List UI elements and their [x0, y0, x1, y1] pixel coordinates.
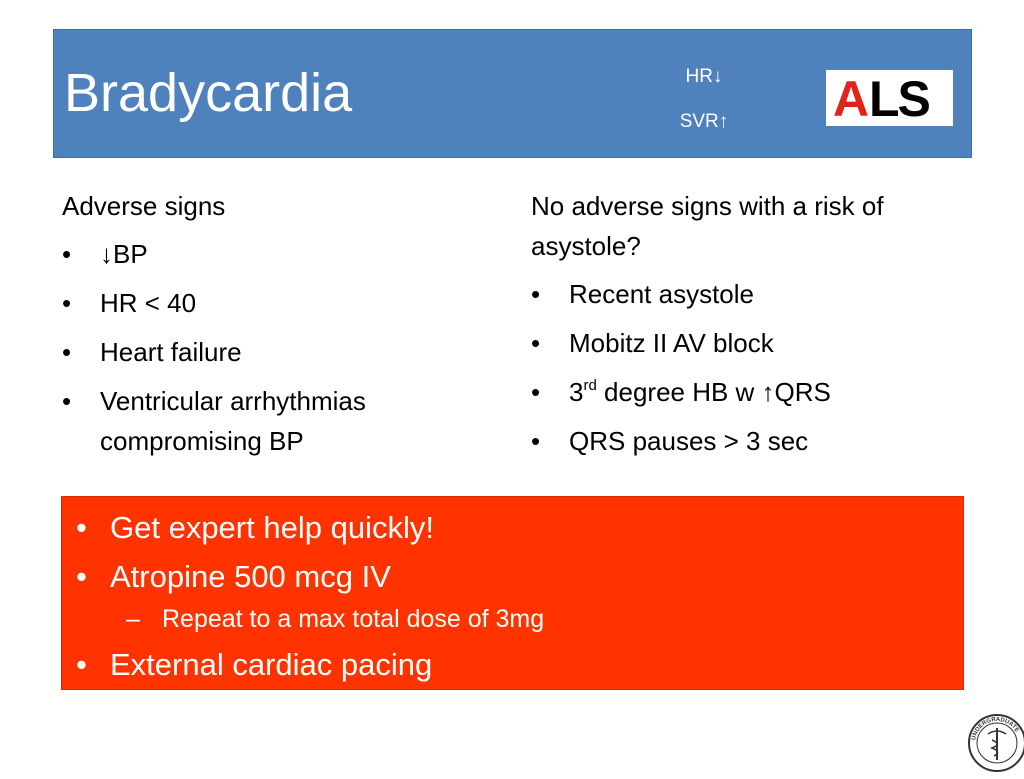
no-adverse-signs-heading	[493, 186, 961, 266]
list-item: • Mobitz II AV block	[531, 323, 971, 363]
list-item: • ↓BP	[62, 234, 482, 274]
action-item: • External cardiac pacing	[110, 649, 432, 680]
no-adverse-signs-list	[531, 274, 971, 461]
adverse-signs-heading: Adverse signs	[62, 191, 226, 221]
action-box	[61, 496, 964, 690]
list-item: • Ventricular arrhythmias compromising BP	[62, 381, 440, 461]
no-adverse-signs-column	[531, 186, 971, 470]
seal-text: UNDERGRADUATE	[971, 716, 1020, 741]
heading-text: No adverse signs with a risk of asystole?	[531, 191, 884, 261]
list-item: • QRS pauses > 3 sec	[531, 421, 971, 461]
action-item: • Get expert help quickly!	[110, 512, 434, 543]
adverse-signs-list	[62, 234, 482, 461]
svr-increase-note: SVR↑	[679, 111, 729, 132]
adverse-signs-column	[62, 186, 482, 470]
ordinal-suffix: rd	[583, 377, 597, 394]
list-item: • Heart failure	[62, 332, 482, 372]
degree-number: 3	[569, 377, 584, 407]
svg-text:LS: LS	[868, 74, 929, 122]
svg-text:A: A	[832, 74, 866, 122]
als-logo-icon	[831, 74, 949, 122]
action-sub-item: – Repeat to a max total dose of 3mg	[162, 607, 544, 632]
action-item: • Atropine 500 mcg IV	[110, 561, 391, 592]
hr-decrease-note: HR↓	[685, 66, 723, 87]
list-item	[531, 372, 971, 412]
slide-title: Bradycardia	[64, 63, 353, 123]
degree-rest: degree HB w ↑QRS	[596, 377, 831, 407]
caduceus-seal-icon	[966, 712, 1024, 774]
list-item: • Recent asystole	[531, 274, 971, 314]
als-logo	[826, 70, 953, 126]
list-item: • HR < 40	[62, 283, 482, 323]
title-banner	[53, 29, 972, 158]
